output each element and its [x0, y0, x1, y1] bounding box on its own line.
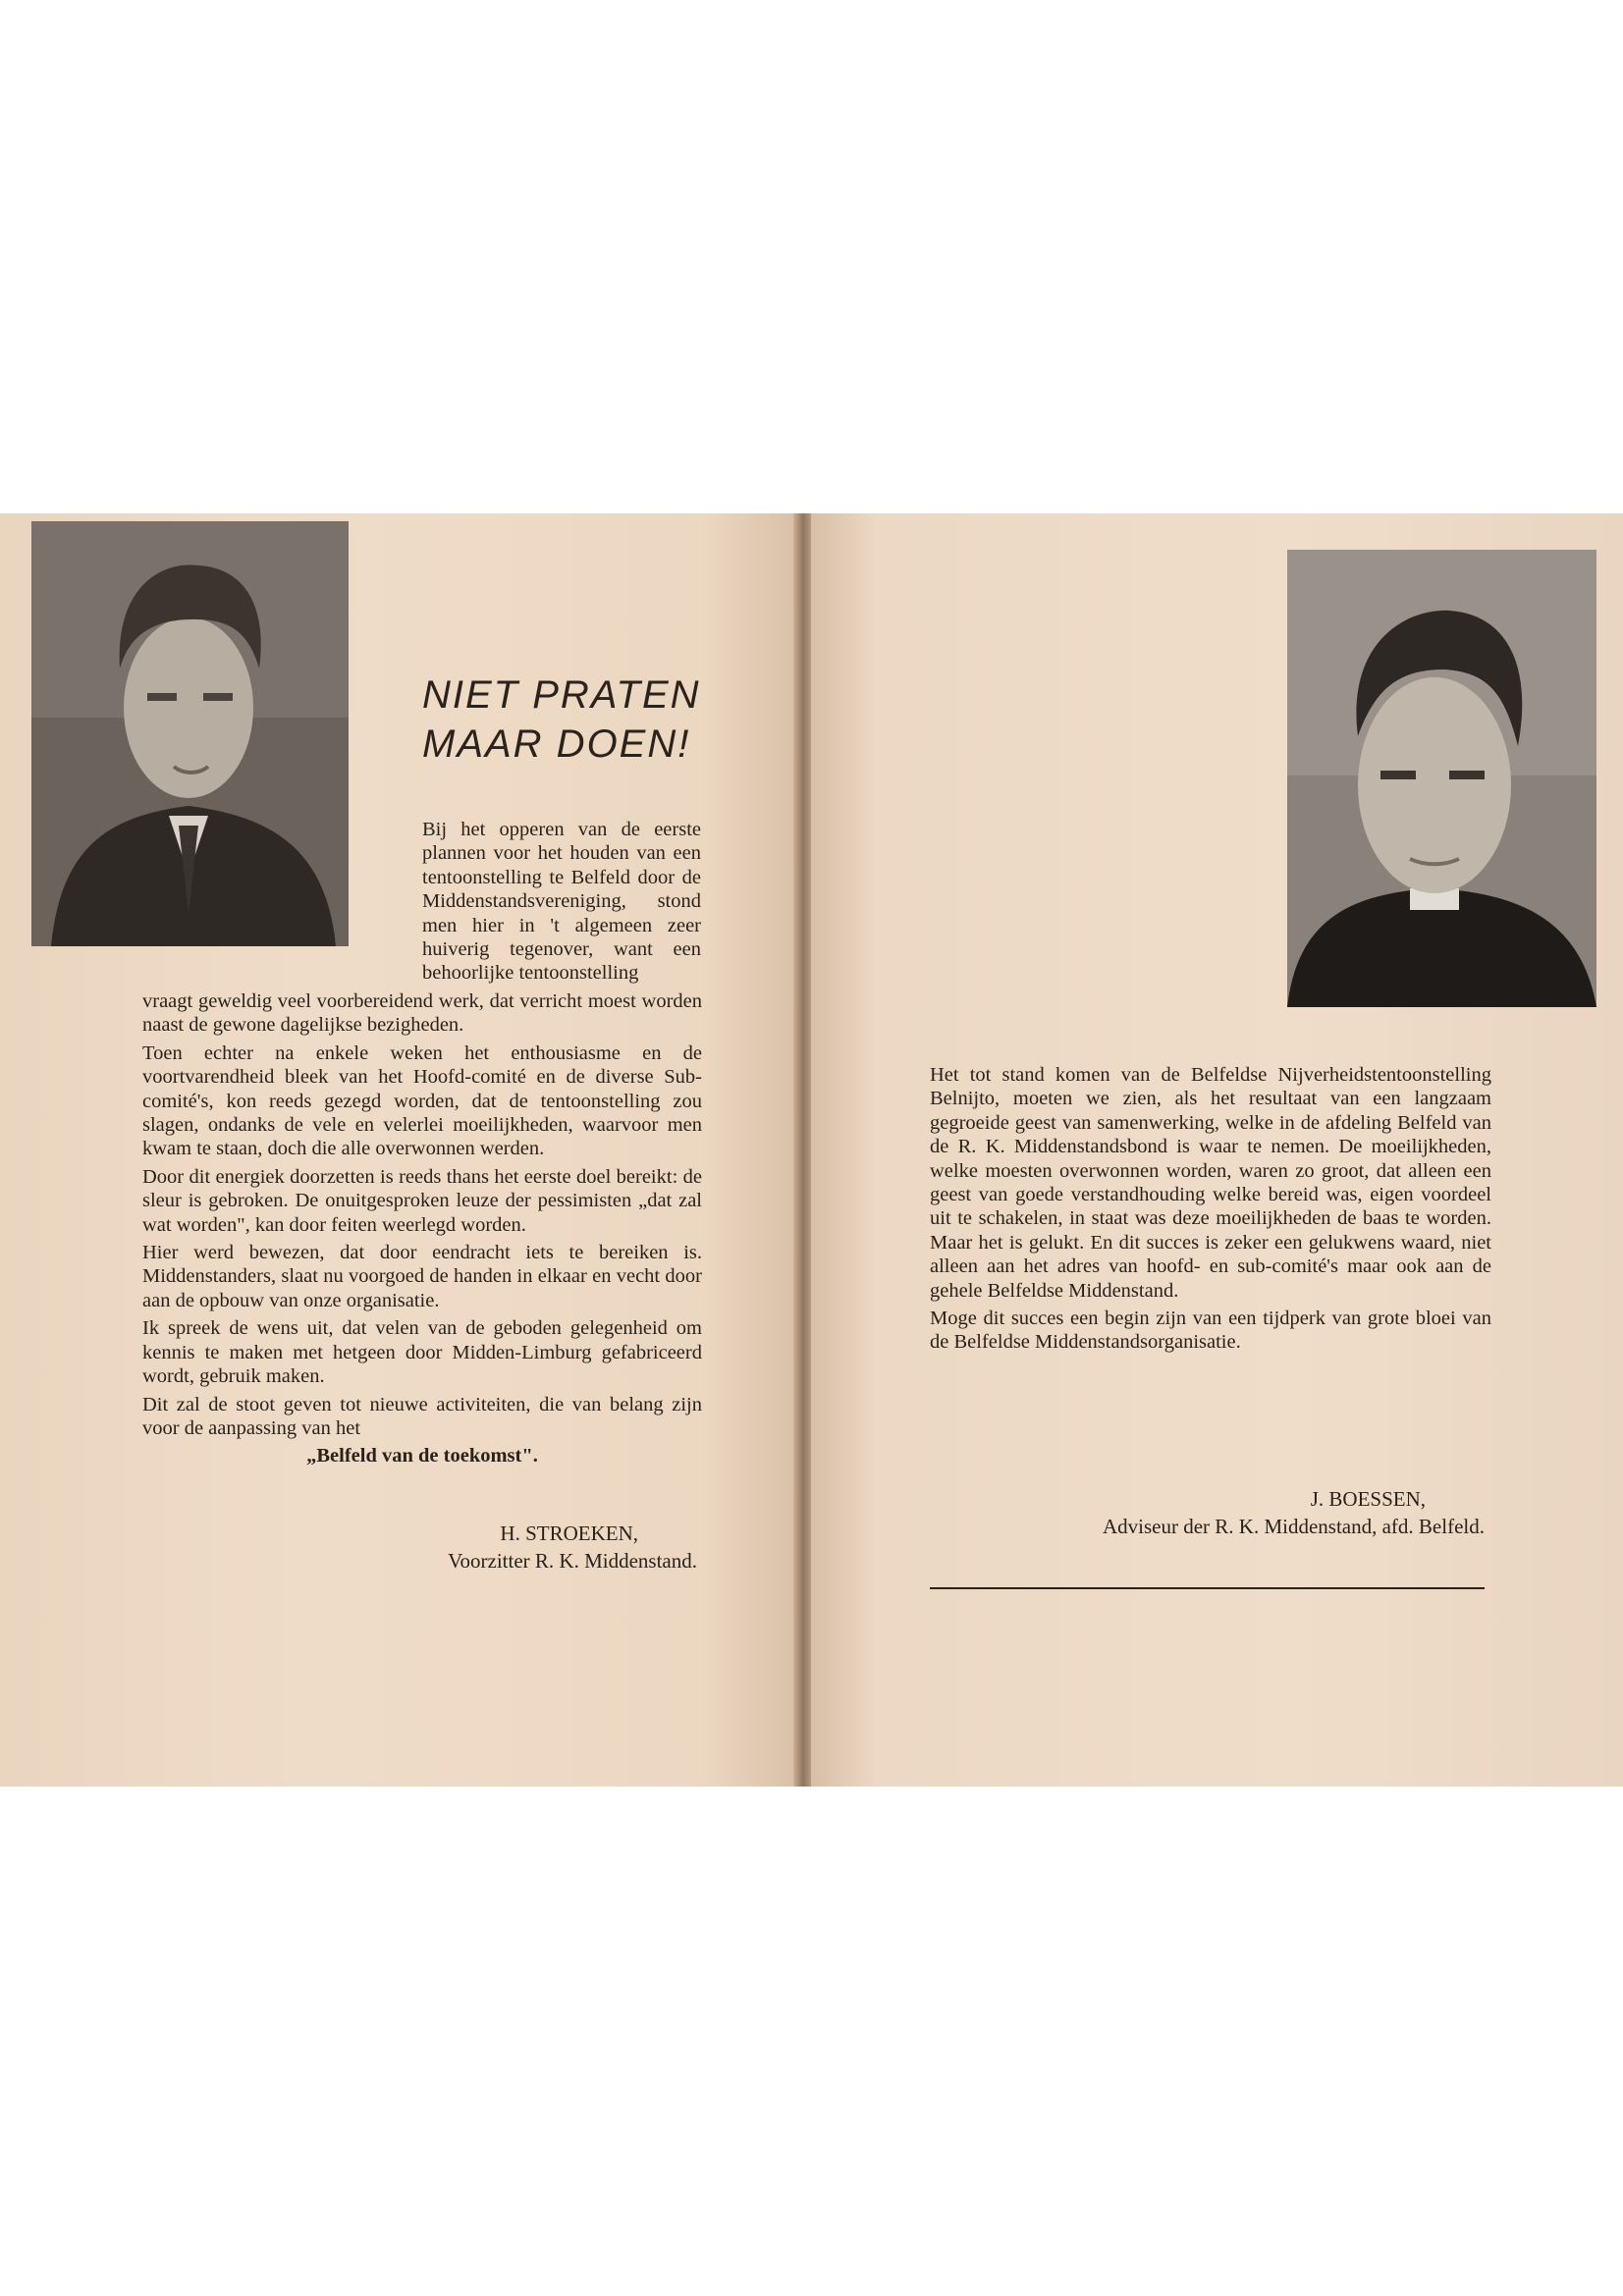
right-page	[811, 513, 1623, 1787]
right-body-text	[930, 1063, 1491, 1359]
paragraph: Dit zal de stoot geven tot nieuwe activiteiten, die van belang zijn voor de aanpassing van het	[142, 1393, 702, 1439]
paragraph: Moge dit succes een begin zijn van een tijdperk van grote bloei van de Belfeldse Middenstandsorganisatie.	[930, 1308, 1491, 1354]
horizontal-rule	[930, 1587, 1485, 1589]
left-page	[0, 513, 799, 1787]
intro-paragraph: Bij het opperen van de eerste plannen voor het houden van een tentoonstelling te Belfeld door de Middenstandsvereniging, stond men hier in 't algemeen zeer huiverig tegenover, want een behoorlijke tentoonstelling	[422, 819, 701, 985]
paragraph: Hier werd bewezen, dat door eendracht iets te bereiken is. Middenstanders, slaat nu voorgoed de handen in elkaar en vecht door aan de opbouw van onze organisatie.	[142, 1242, 702, 1311]
signature-block-stroeken	[324, 1520, 697, 1575]
article-title	[422, 670, 776, 769]
slogan: „Belfeld van de toekomst".	[306, 1445, 538, 1468]
title-line-2: MAAR DOEN!	[422, 722, 691, 766]
paragraph: Ik spreek de wens uit, dat velen van de geboden gelegenheid om kennis te maken met hetgeen door Midden-Limburg gefabriceerd wordt, gebruik maken.	[142, 1317, 702, 1388]
signature-block-boessen	[1007, 1485, 1485, 1540]
signature-role: Voorzitter R. K. Middenstand.	[448, 1549, 697, 1573]
left-body-text	[142, 989, 702, 1472]
signature-role: Adviseur der R. K. Middenstand, afd. Belfeld.	[1102, 1515, 1485, 1538]
portrait-photo-stroeken	[31, 521, 349, 946]
booklet-spread	[0, 513, 1623, 1787]
title-line-1: NIET PRATEN	[422, 673, 701, 717]
paragraph: Door dit energiek doorzetten is reeds thans het eerste doel bereikt: de sleur is gebroken. De onuitgesproken leuze der pessimisten „dat zal wat worden", kan door feiten weerlegd worden.	[142, 1165, 702, 1236]
paragraph: Het tot stand komen van de Belfeldse Nijverheidstentoonstelling Belnijto, moeten we zien, als het resultaat van een langzaam gegroeide geest van samenwerking, welke in de afdeling Belfeld van de R. K. Middenstandsbond is waar te nemen. De moeilijkheden, welke moesten overwonnen worden, waren zo groot, dat alleen een geest van goede verstandhouding welke bereid was, eigen voordeel uit te schakelen, in staat was deze moeilijkheden de baas te worden. Maar het is gelukt. En dit succes is zeker een gelukwens waard, niet alleen aan het adres van hoofd- en sub-comité's maar ook aan de gehele Belfeldse Middenstand.	[930, 1064, 1491, 1302]
portrait-photo-boessen	[1287, 550, 1596, 1007]
signature-name: J. BOESSEN,	[1310, 1487, 1426, 1511]
paragraph: Toen echter na enkele weken het enthousiasme en de voortvarendheid bleek van het Hoofd-comité en de diverse Sub-comité's, kon reeds gezegd worden, dat de tentoonstelling zou slagen, ondanks de vele en velerlei moeilijkheden, waarvoor men kwam te staan, doch die alle overwonnen werden.	[142, 1041, 702, 1160]
signature-name: H. STROEKEN,	[500, 1522, 638, 1545]
paragraph: vraagt geweldig veel voorbereidend werk, dat verricht moest worden naast de gewone dagelijkse bezigheden.	[142, 990, 702, 1037]
